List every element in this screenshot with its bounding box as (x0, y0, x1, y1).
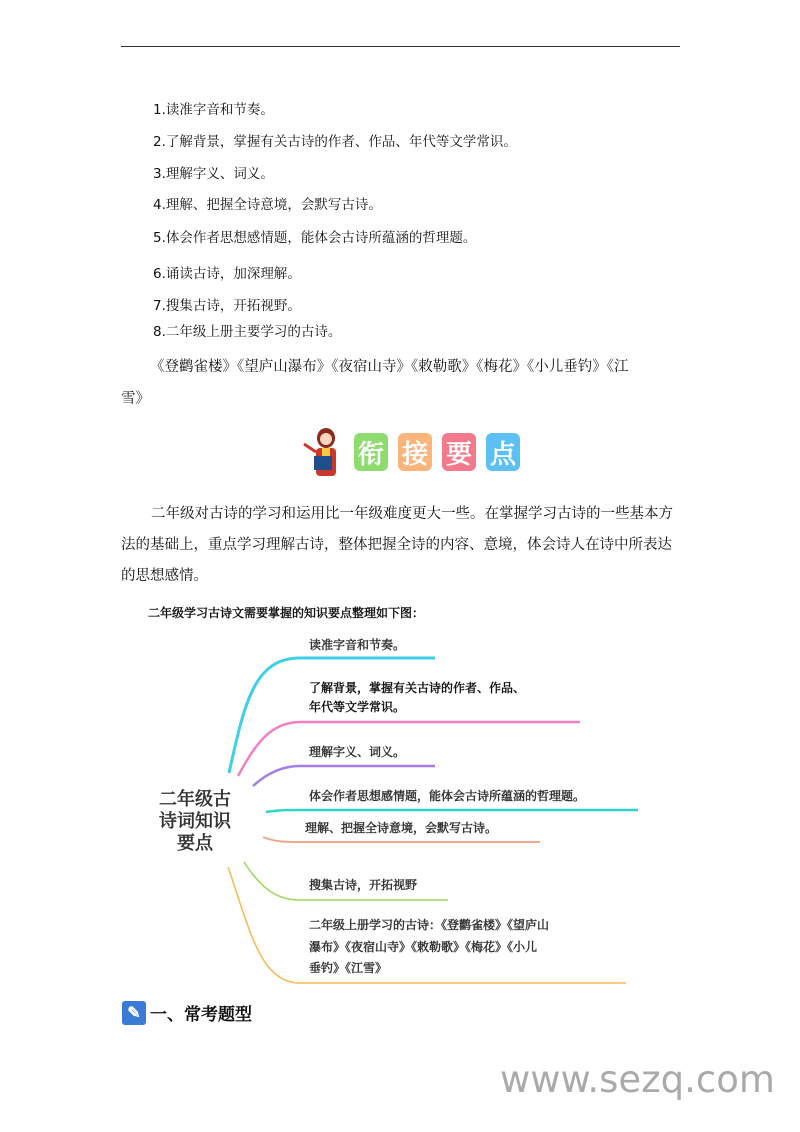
branch-line (253, 766, 435, 786)
branch-text: 体会作者思想感情题，能体会古诗所蕴涵的哲理题。 (309, 789, 586, 803)
branch-text: 年代等文学常识。 (309, 700, 406, 714)
goal-item: 2.了解背景，掌握有关古诗的作者、作品、年代等文学常识。 (153, 134, 517, 150)
pen-icon: ✎ (122, 1001, 146, 1025)
branch-text: 垂钓》《江雪》 (309, 961, 388, 975)
poem-list-cont: 雪》 (121, 391, 150, 407)
goal-item: 6.诵读古诗，加深理解。 (153, 266, 301, 282)
branch-text: 理解字义、词义。 (309, 745, 406, 759)
banner-badge: 接 (398, 433, 432, 471)
mindmap-caption: 二年级学习古诗文需要掌握的知识要点整理如下图： (148, 606, 425, 620)
branch-text: 瀑布》《夜宿山寺》《敕勒歌》《梅花》《小儿 (309, 940, 538, 954)
banner-badge: 衔 (354, 433, 388, 471)
goal-item: 5.体会作者思想感情题，能体会古诗所蕴涵的哲理题。 (153, 230, 477, 246)
goal-item: 7.搜集古诗，开拓视野。 (153, 298, 301, 314)
branch-text: 搜集古诗，开拓视野 (309, 878, 418, 892)
goal-item: 4.理解、把握全诗意境，会默写古诗。 (153, 197, 382, 213)
section-title: 一、常考题型 (150, 1005, 252, 1025)
goal-item: 3.理解字义、词义。 (153, 166, 274, 182)
poem-list: 《登鹳雀楼》《望庐山瀑布》《夜宿山寺》《敕勒歌》《梅花》《小儿垂钓》《江 (150, 359, 629, 375)
branch-text: 读准字音和节奏。 (309, 638, 406, 652)
goal-item: 8.二年级上册主要学习的古诗。 (153, 324, 342, 340)
branch-line (266, 810, 638, 812)
intro-paragraph: 二年级对古诗的学习和运用比一年级难度更大一些。在掌握学习古诗的一些基本方法的基础上，重点学习理解古诗，整体把握全诗的内容、意境，体会诗人在诗中所表达的思想感情。 (121, 506, 673, 584)
goal-item: 1.读准字音和节奏。 (153, 102, 274, 118)
branch-text: 了解背景，掌握有关古诗的作者、作品、 (309, 681, 526, 695)
branch-text: 理解、把握全诗意境，会默写古诗。 (305, 821, 498, 835)
watermark: www.sezq.com (500, 1058, 775, 1101)
section-heading (122, 1000, 252, 1025)
banner-badge: 点 (486, 433, 520, 471)
banner-badge: 要 (442, 433, 476, 471)
mindmap-center: 二年级古诗词知识要点 (159, 789, 231, 854)
branch-text: 二年级上册学习的古诗：《登鹳雀楼》《望庐山 (309, 918, 550, 932)
